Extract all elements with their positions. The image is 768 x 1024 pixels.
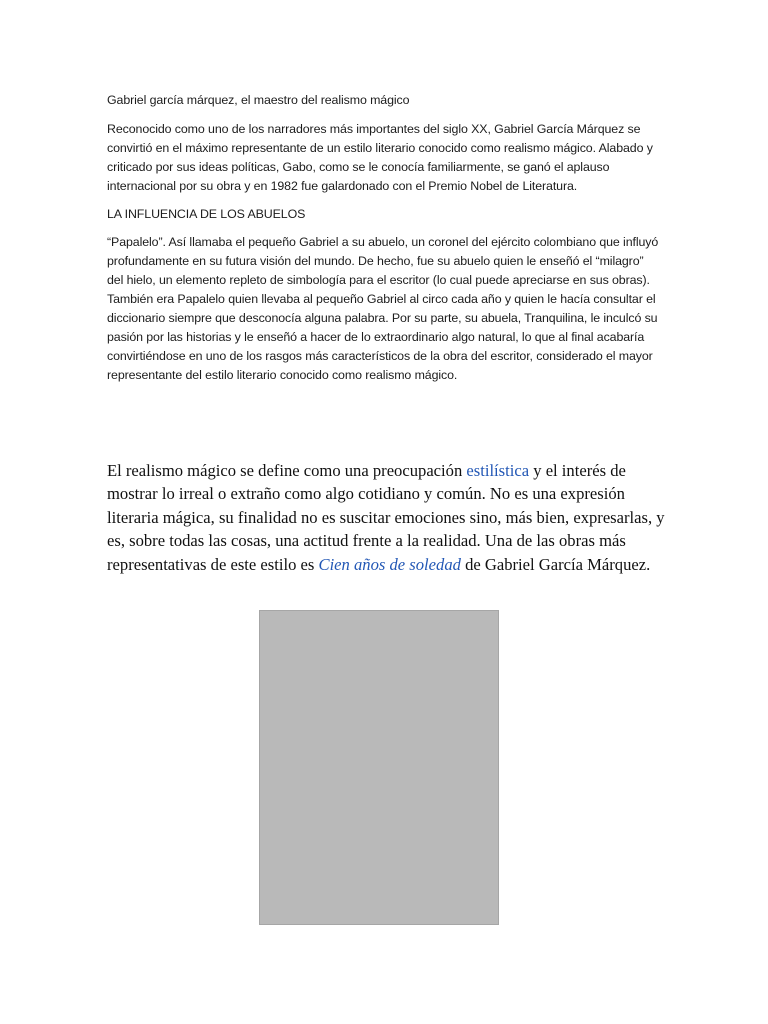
realism-text-part-1: El realismo mágico se define como una preocupación (107, 461, 467, 480)
intro-paragraph: Reconocido como uno de los narradores más importantes del siglo XX, Gabriel García Márquez se convirtió en el máximo representante de un estilo literario conocido como realismo mágico. Alabado y criticado por sus ideas políticas, Gabo, como se le conocía familiarmente, se ganó el aplauso internacional por su obra y en 1982 fue galardonado con el Premio Nobel de Literatura. (107, 122, 653, 193)
section-heading: LA INFLUENCIA DE LOS ABUELOS (107, 207, 306, 221)
section-body-paragraph: “Papalelo”. Así llamaba el pequeño Gabriel a su abuelo, un coronel del ejército colombiano que influyó profundamente en su futura visión del mundo. De hecho, fue su abuelo quien le enseñó el “milagro” del hielo, un elemento repleto de simbología para el escritor (lo cual puede apreciarse en sus obras). También era Papalelo quien llevaba al pequeño Gabriel al circo cada año y quien le hacía consultar el diccionario siempre que desconocía alguna palabra. Por su parte, su abuela, Tranquilina, le inculcó su pasión por las historias y le enseñó a hacer de lo extraordinario algo natural, lo que al final acabaría convirtiéndose en uno de los rasgos más característicos de la obra del escritor, considerado el mayor representante del estilo literario conocido como realismo mágico. (107, 235, 659, 382)
document-title: Gabriel garcía márquez, el maestro del realismo mágico (107, 93, 410, 107)
estilistica-link[interactable]: estilística (466, 461, 530, 480)
portrait-photo (259, 610, 499, 925)
realism-text-part-3: de Gabriel García Márquez. (460, 554, 651, 574)
cien-anos-link[interactable]: Cien años de soledad (318, 554, 461, 574)
realism-paragraph (107, 459, 667, 576)
realism-text-part-2: y el interés de mostrar lo irreal o extraño como algo cotidiano y común. No es una expresión literaria mágica, su finalidad no es suscitar emociones sino, más bien, expresarlas, y es, sobre todas las cosas, una actitud frente a la realidad. Una de las obras más representativas de este estilo es (107, 461, 665, 574)
